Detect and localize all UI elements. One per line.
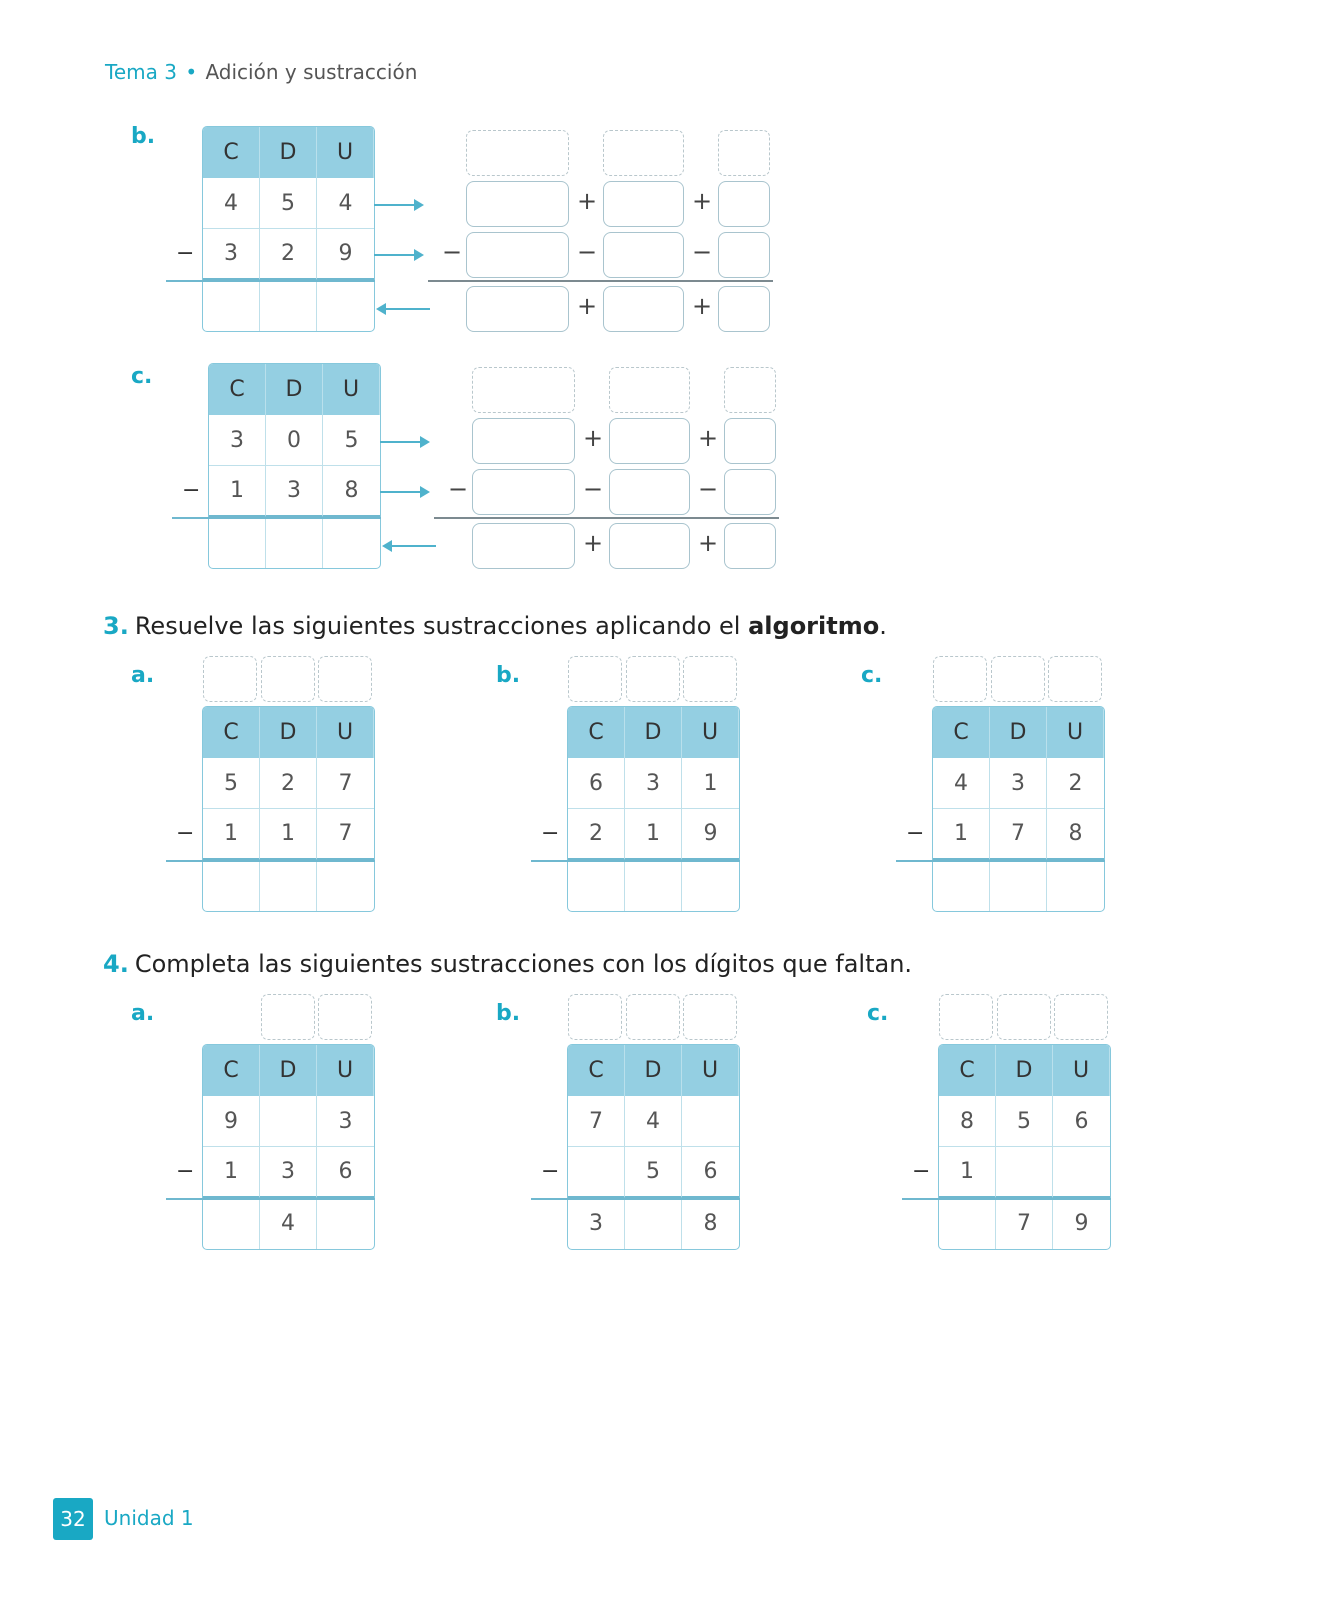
carry-box[interactable]	[568, 656, 622, 702]
subtrahend-digit-cell[interactable]: 9	[317, 229, 374, 280]
arrow-right-icon	[380, 491, 428, 493]
page-header	[105, 60, 417, 84]
item-label-2c: c.	[131, 364, 153, 389]
cdu-table-3b	[567, 706, 740, 912]
item-label-3c: c.	[861, 663, 883, 688]
minuend-digit-cell[interactable]: 4	[317, 178, 374, 229]
cdu-table-4b	[567, 1044, 740, 1250]
carry-box[interactable]	[997, 994, 1051, 1040]
instruction-3-bold: algoritmo	[748, 612, 880, 640]
subtrahend-digit-cell[interactable]: 1	[933, 809, 990, 860]
answer-box[interactable]	[466, 286, 569, 332]
subtraction-line	[172, 517, 381, 519]
minus-sign: −	[577, 238, 598, 266]
answer-box[interactable]	[472, 523, 575, 569]
result-digit-cell[interactable]	[625, 1198, 682, 1249]
column-header-U: U	[323, 364, 380, 415]
minuend-digit-cell[interactable]	[260, 1096, 317, 1147]
minuend-digit-cell[interactable]: 9	[203, 1096, 260, 1147]
answer-box[interactable]	[609, 418, 690, 464]
answer-box[interactable]	[718, 232, 770, 278]
column-header-U: U	[1047, 707, 1104, 758]
arrow-left-icon	[384, 545, 436, 547]
minus-sign: −	[541, 821, 560, 846]
arrow-right-icon	[374, 254, 422, 256]
item-label-3a: a.	[131, 663, 155, 688]
minus-sign: −	[176, 821, 195, 846]
column-header-C: C	[209, 364, 266, 415]
item-label-3b: b.	[496, 663, 521, 688]
minuend-digit-cell[interactable]: 5	[260, 178, 317, 229]
subtrahend-digit-cell[interactable]: 6	[682, 1147, 739, 1198]
column-header-C: C	[203, 127, 260, 178]
subtrahend-digit-cell[interactable]: 9	[682, 809, 739, 860]
plus-sign: +	[577, 187, 598, 215]
result-digit-cell[interactable]	[260, 280, 317, 331]
column-header-U: U	[317, 1045, 374, 1096]
result-digit-cell[interactable]	[568, 860, 625, 911]
answer-box[interactable]	[466, 232, 569, 278]
minuend-digit-cell[interactable]: 5	[203, 758, 260, 809]
item-label-4b: b.	[496, 1001, 521, 1026]
exercise-number-3: 3.	[103, 612, 129, 640]
cdu-table-2c	[208, 363, 381, 569]
answer-box[interactable]	[603, 232, 684, 278]
subtraction-line	[166, 280, 375, 282]
subtrahend-digit-cell[interactable]: 1	[203, 809, 260, 860]
column-header-U: U	[682, 1045, 739, 1096]
column-header-D: D	[625, 1045, 682, 1096]
minuend-digit-cell[interactable]: 4	[933, 758, 990, 809]
plus-sign: +	[583, 529, 604, 557]
plus-sign: +	[692, 187, 713, 215]
minuend-digit-cell[interactable]: 8	[939, 1096, 996, 1147]
subtrahend-digit-cell[interactable]: 5	[625, 1147, 682, 1198]
answer-box[interactable]	[603, 181, 684, 227]
result-digit-cell[interactable]: 9	[1074, 1211, 1089, 1236]
result-digit-cell[interactable]	[260, 860, 317, 911]
column-header-C: C	[568, 707, 625, 758]
subtrahend-digit-cell[interactable]: 8	[1047, 809, 1104, 860]
carry-box[interactable]	[261, 994, 315, 1040]
minuend-digit-cell[interactable]: 1	[682, 758, 739, 809]
minuend-digit-cell[interactable]: 3	[990, 758, 1047, 809]
result-digit-cell[interactable]: 3	[568, 1198, 625, 1249]
minus-sign: −	[912, 1159, 931, 1184]
carry-box[interactable]	[939, 994, 993, 1040]
carry-box[interactable]	[991, 656, 1045, 702]
tema-label: Tema 3	[105, 60, 177, 84]
minus-sign: −	[442, 238, 463, 266]
column-header-U: U	[317, 127, 374, 178]
subtraction-line	[531, 1198, 740, 1200]
result-digit-cell[interactable]	[990, 860, 1047, 911]
minuend-digit-cell[interactable]: 5	[323, 415, 380, 466]
arrow-right-icon	[374, 204, 422, 206]
minuend-digit-cell[interactable]: 3	[317, 1096, 374, 1147]
subtraction-line	[902, 1198, 1111, 1200]
carry-box[interactable]	[318, 994, 372, 1040]
minuend-digit-cell[interactable]: 3	[625, 758, 682, 809]
answer-box[interactable]	[724, 523, 776, 569]
instruction-3	[103, 612, 887, 640]
result-digit-cell[interactable]	[203, 860, 260, 911]
answer-box[interactable]	[472, 469, 575, 515]
subtrahend-digit-cell[interactable]	[1053, 1147, 1110, 1198]
minuend-digit-cell[interactable]: 4	[625, 1096, 682, 1147]
subtrahend-digit-cell[interactable]: 3	[266, 466, 323, 517]
cdu-table-2b	[202, 126, 375, 332]
subtrahend-digit-cell[interactable]: 1	[203, 1147, 260, 1198]
column-header-U: U	[317, 707, 374, 758]
minus-sign: −	[541, 1159, 560, 1184]
minuend-digit-cell[interactable]: 7	[317, 758, 374, 809]
minus-sign: −	[176, 241, 195, 266]
item-label-4a: a.	[131, 1001, 155, 1026]
answer-box[interactable]	[472, 418, 575, 464]
result-digit-cell[interactable]	[317, 860, 374, 911]
column-header-U: U	[682, 707, 739, 758]
column-header-D: D	[266, 364, 323, 415]
column-header-C: C	[568, 1045, 625, 1096]
subtrahend-digit-cell[interactable]: 7	[990, 809, 1047, 860]
decomposition-line	[428, 280, 773, 282]
instruction-3-text: Resuelve las siguientes sustracciones aplicando el	[134, 612, 741, 640]
minus-sign: −	[583, 475, 604, 503]
carry-box[interactable]	[933, 656, 987, 702]
result-digit-cell[interactable]	[203, 280, 260, 331]
minus-sign: −	[448, 475, 469, 503]
column-header-D: D	[260, 707, 317, 758]
minus-sign: −	[182, 478, 201, 503]
answer-box[interactable]	[603, 286, 684, 332]
dashed-answer-box[interactable]	[472, 367, 575, 413]
carry-box[interactable]	[683, 656, 737, 702]
header-separator: •	[185, 60, 198, 84]
subtrahend-digit-cell[interactable]: 3	[260, 1147, 317, 1198]
minuend-digit-cell[interactable]: 4	[203, 178, 260, 229]
column-header-D: D	[260, 1045, 317, 1096]
instruction-4	[103, 950, 912, 978]
answer-box[interactable]	[609, 523, 690, 569]
subtraction-line	[896, 860, 1105, 862]
carry-box[interactable]	[626, 656, 680, 702]
result-digit-cell[interactable]: 8	[703, 1211, 718, 1236]
carry-box[interactable]	[1048, 656, 1102, 702]
instruction-4-text: Completa las siguientes sustracciones con los dígitos que faltan.	[134, 950, 913, 978]
plus-sign: +	[698, 424, 719, 452]
column-header-D: D	[625, 707, 682, 758]
subtraction-line	[166, 1198, 375, 1200]
result-digit-cell[interactable]	[317, 1198, 374, 1249]
answer-box[interactable]	[718, 286, 770, 332]
dashed-answer-box[interactable]	[724, 367, 776, 413]
cdu-table-4a	[202, 1044, 375, 1250]
column-header-C: C	[939, 1045, 996, 1096]
decomposition-line	[434, 517, 779, 519]
minuend-digit-cell[interactable]: 0	[266, 415, 323, 466]
subtrahend-digit-cell[interactable]	[568, 1147, 625, 1198]
carry-box[interactable]	[261, 656, 315, 702]
column-header-C: C	[933, 707, 990, 758]
subtrahend-digit-cell[interactable]: 2	[260, 229, 317, 280]
subtraction-line	[166, 860, 375, 862]
result-digit-cell[interactable]	[939, 1198, 996, 1249]
carry-box[interactable]	[626, 994, 680, 1040]
exercise-number-4: 4.	[103, 950, 129, 978]
instruction-3-period: .	[879, 612, 887, 640]
cdu-table-3c	[932, 706, 1105, 912]
carry-box[interactable]	[1054, 994, 1108, 1040]
column-header-D: D	[990, 707, 1047, 758]
column-header-C: C	[203, 1045, 260, 1096]
subtrahend-digit-cell[interactable]	[996, 1147, 1053, 1198]
minuend-digit-cell[interactable]: 7	[568, 1096, 625, 1147]
cdu-table-4c	[938, 1044, 1111, 1250]
subtraction-line	[531, 860, 740, 862]
result-digit-cell[interactable]	[1047, 860, 1104, 911]
subtrahend-digit-cell[interactable]: 6	[317, 1147, 374, 1198]
carry-box[interactable]	[568, 994, 622, 1040]
result-digit-cell[interactable]	[625, 860, 682, 911]
minus-sign: −	[176, 1159, 195, 1184]
item-label-2b: b.	[131, 124, 156, 149]
carry-box[interactable]	[203, 656, 257, 702]
dashed-answer-box[interactable]	[603, 130, 684, 176]
minuend-digit-cell[interactable]: 6	[1053, 1096, 1110, 1147]
minus-sign: −	[698, 475, 719, 503]
minuend-digit-cell[interactable]	[682, 1096, 739, 1147]
arrow-right-icon	[380, 441, 428, 443]
result-digit-cell[interactable]	[323, 517, 380, 568]
header-title: Adición y sustracción	[205, 60, 418, 84]
dashed-answer-box[interactable]	[466, 130, 569, 176]
column-header-U: U	[1053, 1045, 1110, 1096]
answer-box[interactable]	[724, 418, 776, 464]
result-digit-cell[interactable]	[209, 517, 266, 568]
subtrahend-digit-cell[interactable]: 1	[939, 1147, 996, 1198]
answer-box[interactable]	[718, 181, 770, 227]
result-digit-cell[interactable]: 4	[260, 1198, 317, 1249]
dashed-answer-box[interactable]	[718, 130, 770, 176]
carry-box[interactable]	[318, 656, 372, 702]
minus-sign: −	[906, 821, 925, 846]
answer-box[interactable]	[466, 181, 569, 227]
column-header-C: C	[203, 707, 260, 758]
minuend-digit-cell[interactable]: 6	[568, 758, 625, 809]
unit-label: Unidad 1	[104, 1506, 194, 1530]
subtrahend-digit-cell[interactable]: 1	[260, 809, 317, 860]
dashed-answer-box[interactable]	[609, 367, 690, 413]
cdu-table-3a	[202, 706, 375, 912]
subtrahend-digit-cell[interactable]: 2	[568, 809, 625, 860]
subtrahend-digit-cell[interactable]: 8	[323, 466, 380, 517]
item-label-4c: c.	[867, 1001, 889, 1026]
carry-box[interactable]	[683, 994, 737, 1040]
page-number: 32	[53, 1498, 93, 1540]
minus-sign: −	[692, 238, 713, 266]
result-digit-cell[interactable]	[266, 517, 323, 568]
result-digit-cell[interactable]	[317, 280, 374, 331]
result-digit-cell[interactable]	[203, 1198, 260, 1249]
plus-sign: +	[577, 292, 598, 320]
column-header-D: D	[996, 1045, 1053, 1096]
minuend-digit-cell[interactable]: 3	[209, 415, 266, 466]
answer-box[interactable]	[724, 469, 776, 515]
minuend-digit-cell[interactable]: 2	[260, 758, 317, 809]
arrow-left-icon	[378, 308, 430, 310]
result-digit-cell[interactable]	[682, 860, 739, 911]
minuend-digit-cell[interactable]: 5	[996, 1096, 1053, 1147]
answer-box[interactable]	[609, 469, 690, 515]
result-digit-cell[interactable]: 7	[996, 1198, 1053, 1249]
column-header-D: D	[260, 127, 317, 178]
subtrahend-digit-cell[interactable]: 1	[625, 809, 682, 860]
minuend-digit-cell[interactable]: 2	[1047, 758, 1104, 809]
plus-sign: +	[698, 529, 719, 557]
subtrahend-digit-cell[interactable]: 3	[203, 229, 260, 280]
subtrahend-digit-cell[interactable]: 7	[317, 809, 374, 860]
plus-sign: +	[583, 424, 604, 452]
result-digit-cell[interactable]	[933, 860, 990, 911]
plus-sign: +	[692, 292, 713, 320]
subtrahend-digit-cell[interactable]: 1	[209, 466, 266, 517]
